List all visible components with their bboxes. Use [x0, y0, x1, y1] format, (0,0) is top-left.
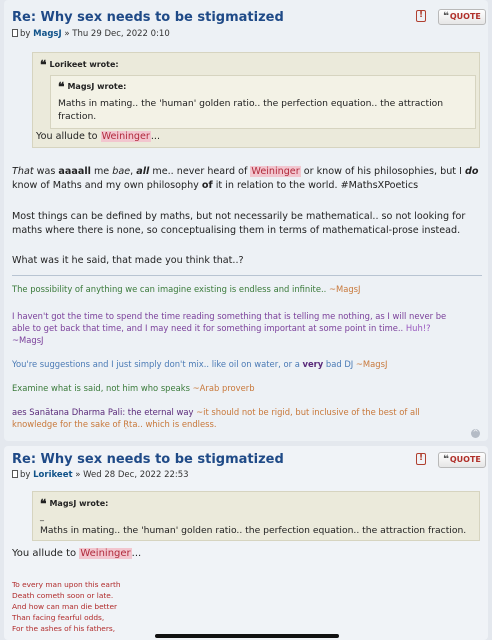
signature-divider: [12, 275, 482, 276]
poem-line: Than facing fearful odds,: [12, 613, 105, 622]
home-indicator[interactable]: [155, 634, 339, 638]
signature-line: aes Sanātana Dharma Pali: the eternal way ~it should not be rigid, but inclusive of the best of all: [12, 407, 420, 417]
back-to-top-icon[interactable]: ^: [472, 429, 479, 437]
inner-quote-text-2: fraction.: [58, 111, 97, 122]
inner-quote-cite: ❝ MagsJ wrote:: [58, 80, 127, 94]
quote-mark-icon: ❝: [40, 58, 47, 72]
quote-cite: ❝ MagsJ wrote:: [40, 497, 109, 511]
quote-button[interactable]: ❝QUOTE: [438, 452, 486, 468]
quote-dash: _: [40, 512, 44, 521]
post-body-line: That was aaaall me bae, all me.. never heard of Weininger or know of his philosophies, but I do: [12, 166, 479, 177]
signature-line: The possibility of anything we can imagine existing is endless and infinite.. ~MagsJ: [12, 284, 361, 294]
outer-quote-reply: You allude to Weininger...: [36, 131, 161, 142]
post-date: Thu 29 Dec, 2022 0:10: [72, 29, 170, 39]
signature-line: You're suggestions and I just simply don't mix.. like oil on water, or a very bad DJ ~MagsJ: [12, 359, 388, 369]
post-body-line: know of Maths and my own philosophy of it in relation to the world. #MathsXPoetics: [12, 180, 419, 191]
post-date: Wed 28 Dec, 2022 22:53: [83, 470, 189, 480]
post-magsj: [4, 0, 488, 441]
quote-text: Maths in mating.. the 'human' golden ratio.. the perfection equation.. the attraction fraction.: [40, 525, 467, 536]
document-icon[interactable]: [12, 29, 18, 37]
signature-line: knowledge for the sake of Ṛta.. which is endless.: [12, 419, 217, 429]
post-body-line: maths where there is none, so conceptualising them in terms of mathematical-prose instead.: [12, 225, 461, 236]
author-link[interactable]: MagsJ: [33, 29, 62, 39]
author-link[interactable]: Lorikeet: [33, 470, 73, 480]
poem-line: And how can man die better: [12, 602, 118, 611]
poem-line: Death cometh soon or late.: [12, 591, 114, 600]
weininger-highlight: Weininger: [101, 131, 150, 142]
report-icon[interactable]: [416, 453, 426, 465]
post-meta: by Lorikeet » Wed 28 Dec, 2022 22:53: [12, 470, 189, 480]
signature-line: ~MagsJ: [12, 335, 44, 345]
quote-icon: ❝: [443, 11, 449, 22]
post-body-line: What was it he said, that made you think that..?: [12, 255, 244, 266]
weininger-highlight: Weininger: [80, 548, 131, 559]
quote-reply: You allude to Weininger...: [12, 548, 142, 559]
post-body-line: Most things can be defined by maths, but not necessarily be mathematical.. so not looking for: [12, 211, 466, 222]
signature-line: Examine what is said, not him who speaks ~Arab proverb: [12, 383, 255, 393]
signature-line: able to get back that time, and I may need it for something important at some point in time.. Huh!?: [12, 323, 431, 333]
poem-line: For the ashes of his fathers,: [12, 624, 116, 633]
quote-mark-icon: ❝: [40, 497, 47, 511]
weininger-highlight: Weininger: [251, 166, 300, 177]
post-meta: by MagsJ » Thu 29 Dec, 2022 0:10: [12, 29, 170, 39]
post-lorikeet: [4, 446, 488, 640]
report-icon[interactable]: [416, 10, 426, 22]
quote-cite: ❝ Lorikeet wrote:: [40, 58, 119, 72]
signature-line: I haven't got the time to spend the time reading something that is telling me nothing, as I will never be: [12, 311, 447, 321]
quote-mark-icon: ❝: [58, 80, 65, 94]
quote-icon: ❝: [443, 454, 449, 465]
document-icon[interactable]: [12, 470, 18, 478]
post-title[interactable]: Re: Why sex needs to be stigmatized: [12, 10, 284, 25]
inner-quote-text: Maths in mating.. the 'human' golden ratio.. the perfection equation.. the attraction: [58, 98, 444, 109]
post-title[interactable]: Re: Why sex needs to be stigmatized: [12, 452, 284, 467]
poem-line: To every man upon this earth: [12, 580, 121, 589]
quote-button[interactable]: ❝QUOTE: [438, 9, 486, 25]
